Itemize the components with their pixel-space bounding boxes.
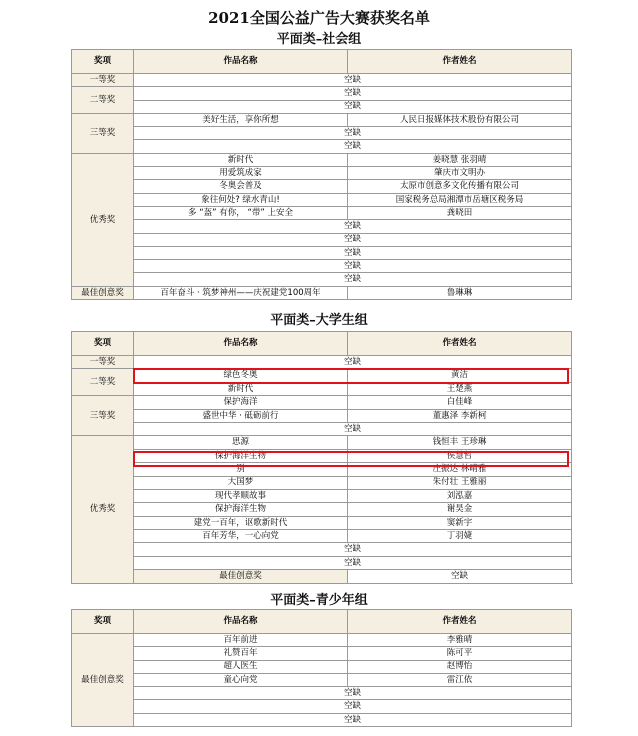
table-row xyxy=(72,570,572,583)
vacant-cell: 空缺 xyxy=(134,140,572,153)
award-table-society xyxy=(71,49,572,300)
table-row xyxy=(72,206,572,219)
table-row xyxy=(72,260,572,273)
table-row xyxy=(72,140,572,153)
award-table-youth xyxy=(71,609,572,727)
author-name-cell: 白佳峰 xyxy=(348,396,572,409)
column-header-author: 作者姓名 xyxy=(348,610,572,634)
author-name-cell: 王楚燕 xyxy=(348,382,572,395)
table-row xyxy=(72,516,572,529)
author-name-cell: 丁羽婕 xyxy=(348,530,572,543)
table-row xyxy=(72,489,572,502)
table-row xyxy=(72,530,572,543)
award-category-cell: 优秀奖 xyxy=(72,436,134,583)
work-name-cell: 超人医生 xyxy=(134,660,348,673)
work-name-cell: 用爱筑成家 xyxy=(134,167,348,180)
author-name-cell: 刘泓嘉 xyxy=(348,489,572,502)
table-row xyxy=(72,673,572,686)
column-header-award: 奖项 xyxy=(72,332,134,356)
award-category-cell: 二等奖 xyxy=(72,87,134,114)
vacant-cell: 空缺 xyxy=(134,713,572,726)
vacant-cell: 空缺 xyxy=(348,570,572,583)
vacant-cell: 空缺 xyxy=(134,246,572,259)
table-row xyxy=(72,503,572,516)
table-row xyxy=(72,700,572,713)
column-header-award: 奖项 xyxy=(72,610,134,634)
work-name-cell: 别 xyxy=(134,463,348,476)
author-name-cell: 人民日报媒体技术股份有限公司 xyxy=(348,113,572,126)
work-name-cell: 美好生活，享你所想 xyxy=(134,113,348,126)
column-header-work: 作品名称 xyxy=(134,50,348,74)
column-header-work: 作品名称 xyxy=(134,610,348,634)
author-name-cell: 太原市创意多文化传播有限公司 xyxy=(348,180,572,193)
work-name-cell: 新时代 xyxy=(134,382,348,395)
author-name-cell: 董惠泽 李新柯 xyxy=(348,409,572,422)
award-category-cell: 三等奖 xyxy=(72,396,134,436)
award-category-cell: 最佳创意奖 xyxy=(72,286,134,299)
column-header-award: 奖项 xyxy=(72,50,134,74)
author-name-cell: 黄洁 xyxy=(348,369,572,382)
table-row xyxy=(72,543,572,556)
work-name-cell: 大国梦 xyxy=(134,476,348,489)
author-name-cell: 雷江依 xyxy=(348,673,572,686)
table-row xyxy=(72,713,572,726)
table-row xyxy=(72,422,572,435)
vacant-cell: 空缺 xyxy=(134,556,572,569)
vacant-cell: 空缺 xyxy=(134,422,572,435)
table-row xyxy=(72,660,572,673)
award-category-cell: 最佳创意奖 xyxy=(72,634,134,727)
table-row xyxy=(72,634,572,647)
vacant-cell: 空缺 xyxy=(134,127,572,140)
column-header-work: 作品名称 xyxy=(134,332,348,356)
table-row xyxy=(72,100,572,113)
award-category-cell: 一等奖 xyxy=(72,74,134,87)
author-name-cell: 朱付壮 王雅丽 xyxy=(348,476,572,489)
author-name-cell: 赵博怡 xyxy=(348,660,572,673)
work-name-cell: 百年奋斗 · 筑梦神州——庆祝建党100周年 xyxy=(134,286,348,299)
vacant-cell: 空缺 xyxy=(134,233,572,246)
table-row xyxy=(72,687,572,700)
vacant-cell: 空缺 xyxy=(134,273,572,286)
award-category-cell: 一等奖 xyxy=(72,356,134,369)
section-title-youth: 平面类–青少年组 xyxy=(270,593,368,608)
work-name-cell: 百年芳华，一心向党 xyxy=(134,530,348,543)
table-row xyxy=(72,220,572,233)
work-name-cell: 新时代 xyxy=(134,153,348,166)
work-name-cell: 冬奥会普及 xyxy=(134,180,348,193)
work-name-cell: 百年前进 xyxy=(134,634,348,647)
table-row xyxy=(72,87,572,100)
page-title: 2021全国公益广告大赛获奖名单 xyxy=(208,9,430,27)
highlight-row-green-winter-olympics xyxy=(133,368,569,384)
author-name-cell: 庄振达 林晴雅 xyxy=(348,463,572,476)
column-header-author: 作者姓名 xyxy=(348,332,572,356)
author-name-cell: 姜晓慧 张羽晴 xyxy=(348,153,572,166)
section-title-society: 平面类–社会组 xyxy=(276,32,362,47)
table-row xyxy=(72,167,572,180)
vacant-cell: 空缺 xyxy=(134,700,572,713)
work-name-cell: 保护海洋 xyxy=(134,396,348,409)
work-name-cell: 象往何处? 绿水青山! xyxy=(134,193,348,206)
table-row xyxy=(72,193,572,206)
vacant-cell: 空缺 xyxy=(134,74,572,87)
table-row xyxy=(72,436,572,449)
table-header-row xyxy=(72,50,572,74)
vacant-cell: 空缺 xyxy=(134,100,572,113)
table-row xyxy=(72,396,572,409)
author-name-cell: 李雅晴 xyxy=(348,634,572,647)
table-row xyxy=(72,246,572,259)
vacant-cell: 空缺 xyxy=(134,220,572,233)
work-name-cell: 保护海洋生物 xyxy=(134,503,348,516)
section-title-university: 平面类–大学生组 xyxy=(270,313,368,328)
work-name-cell: 盛世中华 · 砥砺前行 xyxy=(134,409,348,422)
table-row xyxy=(72,127,572,140)
table-header-row xyxy=(72,332,572,356)
author-name-cell: 龚晓田 xyxy=(348,206,572,219)
award-category-cell: 优秀奖 xyxy=(72,153,134,286)
vacant-cell: 空缺 xyxy=(134,87,572,100)
column-header-author: 作者姓名 xyxy=(348,50,572,74)
table-row xyxy=(72,556,572,569)
award-category-cell: 三等奖 xyxy=(72,113,134,153)
table-row xyxy=(72,233,572,246)
work-name-cell: 绿色冬奥 xyxy=(134,369,348,382)
table-row xyxy=(72,647,572,660)
author-name-cell: 窦新宇 xyxy=(348,516,572,529)
table-row xyxy=(72,113,572,126)
table-row xyxy=(72,382,572,395)
highlight-row-protect-marine-life xyxy=(133,451,569,467)
table-header-row xyxy=(72,610,572,634)
table-row xyxy=(72,74,572,87)
award-category-cell: 二等奖 xyxy=(72,369,134,396)
author-name-cell: 鲁琳琳 xyxy=(348,286,572,299)
table-row xyxy=(72,273,572,286)
table-row xyxy=(72,153,572,166)
work-name-cell: 童心向党 xyxy=(134,673,348,686)
vacant-cell: 空缺 xyxy=(134,543,572,556)
table-row xyxy=(72,476,572,489)
author-name-cell: 国家税务总局湘潭市岳塘区税务局 xyxy=(348,193,572,206)
work-name-cell: 思源 xyxy=(134,436,348,449)
work-name-cell: 保护海洋生物 xyxy=(134,449,348,462)
work-name-cell: 礼赞百年 xyxy=(134,647,348,660)
author-name-cell: 侯慧哲 xyxy=(348,449,572,462)
work-name-cell: 建党一百年，讴歌新时代 xyxy=(134,516,348,529)
table-row xyxy=(72,286,572,299)
author-name-cell: 钱恒丰 王珍琳 xyxy=(348,436,572,449)
author-name-cell: 陈可平 xyxy=(348,647,572,660)
table-row xyxy=(72,409,572,422)
author-name-cell: 谢昊金 xyxy=(348,503,572,516)
vacant-cell: 空缺 xyxy=(134,687,572,700)
vacant-cell: 空缺 xyxy=(134,260,572,273)
work-name-cell: 现代孝顺故事 xyxy=(134,489,348,502)
author-name-cell: 肇庆市文明办 xyxy=(348,167,572,180)
table-row xyxy=(72,180,572,193)
award-category-cell: 最佳创意奖 xyxy=(134,570,348,583)
work-name-cell: 多 “盔” 有你， “带” 上安全 xyxy=(134,206,348,219)
table-row xyxy=(72,356,572,369)
vacant-cell: 空缺 xyxy=(134,356,572,369)
